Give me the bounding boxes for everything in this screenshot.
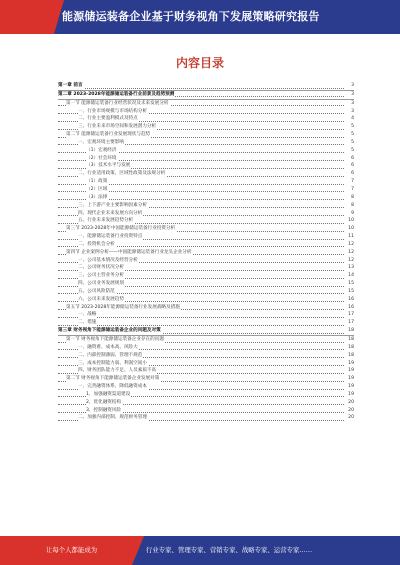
toc-entry[interactable] [58, 225, 354, 233]
toc-entry-page: 18 [344, 327, 354, 335]
toc-entry-page: 10 [344, 225, 354, 233]
toc-entry[interactable] [58, 367, 354, 375]
toc-entry-page: 12 [344, 249, 354, 257]
toc-entry[interactable] [58, 162, 354, 170]
toc-entry-page: 20 [344, 399, 354, 407]
toc-entry-page: 13 [344, 264, 354, 272]
toc-entry-page: 15 [344, 288, 354, 296]
toc-entry[interactable] [58, 399, 354, 407]
toc-entry[interactable] [58, 108, 354, 116]
toc-entry-page: 3 [344, 91, 354, 99]
toc-entry-label: 1、加强融资渠道建设 [86, 391, 131, 397]
toc-entry-page: 7 [344, 186, 354, 194]
toc-entry-label: 一、完善融资体系、降低融资成本 [78, 384, 147, 390]
toc-entry-page: 19 [344, 375, 354, 383]
toc-entry-label: 四、财务团队能力不足、人员素质不高 [78, 368, 157, 374]
toc-entry[interactable] [58, 336, 354, 344]
toc-entry[interactable] [58, 414, 354, 422]
toc-entry-label: 二、公司财务状况分析 [78, 265, 124, 271]
toc-entry-label: 2、优化融资结构 [86, 399, 122, 405]
toc-entry-label: 第一节 财务视角下能源储运装备企业存在的问题 [66, 337, 164, 342]
toc-entry[interactable] [58, 178, 354, 186]
toc-entry[interactable] [58, 170, 354, 178]
toc-entry-page: 6 [344, 162, 354, 170]
toc-entry-label: 第二章 2023-2028年能源储运装备行业前景及趋势预测 [58, 91, 175, 97]
toc-entry-label: 一、能源储运装备行业投资特点 [78, 234, 143, 240]
toc-entry-label: （3）法律 [86, 194, 108, 200]
toc-leader-dots [58, 325, 344, 326]
toc-entry[interactable] [58, 139, 354, 147]
toc-entry[interactable] [58, 383, 354, 391]
header-accent [0, 0, 54, 34]
toc-entry-label: （1）政策 [86, 179, 108, 185]
toc-entry[interactable] [58, 272, 354, 280]
toc-entry[interactable] [58, 123, 354, 131]
toc-entry-label: 四、现代企业未来发展方向分析 [78, 210, 143, 216]
toc-entry-label: 第四节 企业案例分析——中国能源储运装备行业龙头企业分析 [66, 249, 192, 255]
toc-entry[interactable] [58, 82, 354, 91]
toc-entry-page: 19 [344, 360, 354, 368]
toc-entry[interactable] [58, 344, 354, 352]
toc-entry-label: 六、公司未来发展趋势 [78, 296, 124, 302]
table-of-contents [58, 82, 354, 422]
toc-entry-page: 20 [344, 414, 354, 422]
toc-entry-page: 17 [344, 311, 354, 319]
toc-entry-page: 6 [344, 170, 354, 178]
toc-entry-label: 二、行业适用政策、区域性政策及法规分析 [78, 171, 166, 177]
toc-entry[interactable] [58, 91, 354, 100]
toc-entry[interactable] [58, 217, 354, 225]
toc-entry[interactable] [58, 319, 354, 327]
toc-entry-page: 5 [344, 131, 354, 139]
toc-leader-dots [58, 88, 344, 89]
toc-entry-label: 第一节 能源储运装备行业经营状况及未来发展分析 [66, 100, 169, 106]
toc-entry-label: 一、公司基本情况及经营分析 [78, 257, 138, 263]
toc-entry-page: 18 [344, 352, 354, 360]
toc-entry[interactable] [58, 115, 354, 123]
toc-entry-page: 10 [344, 217, 354, 225]
toc-entry-label: 第二节 能源储运装备行业发展现状与趋势 [66, 132, 151, 138]
toc-entry[interactable] [58, 210, 354, 218]
toc-entry[interactable] [58, 186, 354, 194]
toc-entry[interactable] [58, 131, 354, 139]
toc-entry-label: 第三节 2023-2028年中国能源储运装备行业投资分析 [66, 226, 176, 232]
toc-entry-label: 二、内部控制薄弱、管理不规范 [78, 352, 143, 358]
toc-entry[interactable] [58, 327, 354, 336]
toc-entry-page: 19 [344, 367, 354, 375]
toc-entry-label: 二、投资机会分析 [78, 241, 115, 247]
toc-entry-page: 4 [344, 115, 354, 123]
toc-entry-label: 第一章 前言 [58, 83, 83, 88]
toc-entry-page: 7 [344, 178, 354, 186]
toc-entry-label: 三、成本控制能力弱、利润空间小 [78, 360, 147, 366]
toc-entry-page: 15 [344, 280, 354, 288]
toc-entry-page: 5 [344, 123, 354, 131]
toc-entry-page: 8 [344, 194, 354, 202]
toc-entry-page: 19 [344, 383, 354, 391]
toc-entry[interactable] [58, 352, 354, 360]
toc-entry-label: 五、公司风险防范 [78, 288, 115, 294]
toc-entry-page: 8 [344, 202, 354, 210]
toc-entry-page: 19 [344, 391, 354, 399]
toc-entry[interactable] [58, 280, 354, 288]
toc-entry-label: （1）宏观经济 [86, 147, 117, 153]
toc-entry[interactable] [58, 360, 354, 368]
toc-entry-page: 20 [344, 407, 354, 415]
toc-entry-label: 三、行业未来市场空间和发展潜力分析 [78, 124, 157, 130]
toc-entry-label: （3）技术水平与发展 [86, 163, 131, 169]
toc-entry[interactable] [58, 257, 354, 265]
toc-entry-label: 二、措施 [78, 320, 97, 326]
toc-entry-label: 二、加强内部控制、规范财务管理 [78, 415, 147, 421]
toc-entry-label: 二、行业主要盈利模式及特点 [78, 116, 138, 122]
toc-entry-page: 17 [344, 319, 354, 327]
toc-entry-label: 五、行业未来发展趋势分析 [78, 218, 134, 224]
toc-entry-page: 18 [344, 336, 354, 344]
toc-entry[interactable] [58, 233, 354, 241]
footer-slogan: 让每个人都能成为 [46, 546, 98, 554]
toc-entry-page: 11 [344, 233, 354, 241]
toc-entry-label: （2）区域 [86, 186, 108, 192]
toc-entry[interactable] [58, 407, 354, 415]
toc-entry-label: 三、公司主营业务分析 [78, 273, 124, 279]
toc-entry[interactable] [58, 241, 354, 249]
toc-entry[interactable] [58, 304, 354, 312]
toc-entry-page: 18 [344, 344, 354, 352]
toc-entry-page: 16 [344, 296, 354, 304]
footer-tagline: 行业专家、管理专家、营销专家、战略专家、运营专家…… [146, 546, 313, 554]
toc-entry-page: 12 [344, 241, 354, 249]
toc-entry[interactable] [58, 147, 354, 155]
toc-entry-page: 3 [344, 100, 354, 108]
toc-entry[interactable] [58, 264, 354, 272]
toc-entry-label: 一、战略 [78, 312, 97, 318]
toc-entry[interactable] [58, 194, 354, 202]
toc-entry-page: 16 [344, 304, 354, 312]
toc-entry-label: 一、行业市场规模与市场结构分析 [78, 108, 147, 114]
toc-entry[interactable] [58, 249, 354, 257]
toc-entry-page: 5 [344, 147, 354, 155]
toc-entry[interactable] [58, 296, 354, 304]
toc-entry-label: 第五节 2023-2028年能源储运装备行业发展战略及措施 [66, 304, 180, 310]
toc-entry-page: 12 [344, 257, 354, 265]
toc-entry-label: 一、融资难、成本高、风险大 [78, 344, 138, 350]
toc-entry-page: 3 [344, 82, 354, 90]
toc-entry-label: 四、公司业务发展规划 [78, 281, 124, 287]
toc-entry-label: 3、控制融资风险 [86, 407, 122, 413]
toc-entry-page: 14 [344, 272, 354, 280]
toc-entry-page: 6 [344, 155, 354, 163]
toc-entry[interactable] [58, 202, 354, 210]
toc-entry[interactable] [58, 100, 354, 108]
toc-entry[interactable] [58, 391, 354, 399]
toc-entry-label: 一、宏观环境主要影响 [78, 139, 124, 145]
toc-entry[interactable] [58, 288, 354, 296]
toc-entry[interactable] [58, 311, 354, 319]
toc-entry-page: 3 [344, 108, 354, 116]
toc-entry-page: 9 [344, 210, 354, 218]
report-title: 能源储运装备企业基于财务视角下发展策略研究报告 [62, 10, 320, 23]
toc-entry-page: 5 [344, 139, 354, 147]
toc-entry-label: 第三章 财务视角下能源储运装备企业的问题及对策 [58, 328, 161, 334]
toc-entry-label: （2）社会环境 [86, 155, 117, 161]
toc-entry-label: 第二节 财务视角下能源储运装备企业发展对策 [66, 376, 160, 382]
toc-entry[interactable] [58, 155, 354, 163]
toc-leader-dots [58, 317, 344, 318]
toc-heading: 内容目录 [175, 56, 224, 70]
toc-entry[interactable] [58, 375, 354, 383]
toc-entry-label: 三、上下游产业主要影响因素分析 [78, 202, 147, 208]
